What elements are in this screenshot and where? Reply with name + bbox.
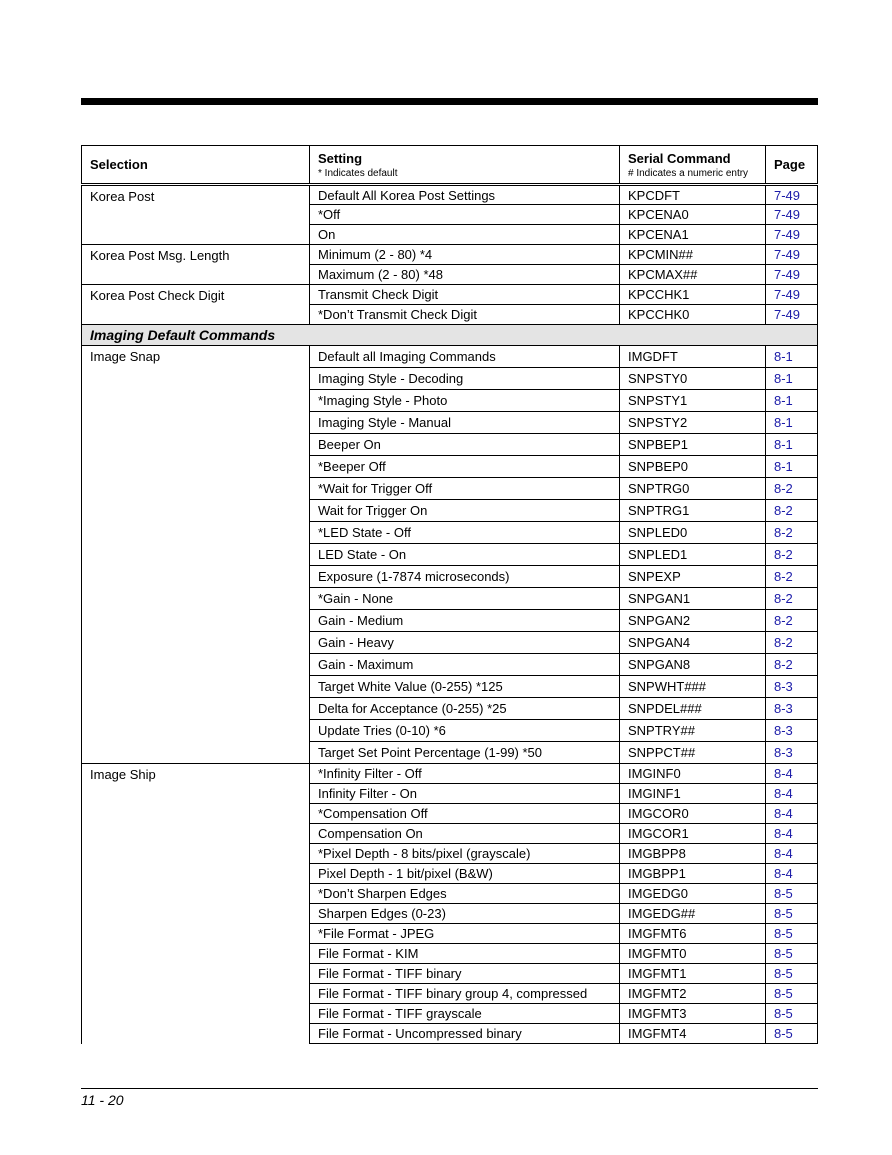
serial-command-cell: SNPSTY0 (620, 368, 766, 390)
setting-cell: Sharpen Edges (0-23) (310, 904, 620, 924)
setting-cell: *Imaging Style - Photo (310, 390, 620, 412)
serial-command-cell: SNPGAN8 (620, 654, 766, 676)
page-link[interactable]: 8-5 (766, 924, 818, 944)
serial-command-cell: SNPTRG1 (620, 500, 766, 522)
page-link[interactable]: 8-5 (766, 964, 818, 984)
page-link[interactable]: 8-2 (766, 632, 818, 654)
setting-cell: On (310, 225, 620, 245)
setting-cell: *Don’t Transmit Check Digit (310, 305, 620, 325)
table-row (82, 185, 818, 205)
page-link[interactable]: 8-1 (766, 434, 818, 456)
serial-command-cell: SNPTRY## (620, 720, 766, 742)
page-link[interactable]: 8-3 (766, 742, 818, 764)
header-selection: Selection (82, 146, 310, 185)
page-link[interactable]: 8-2 (766, 478, 818, 500)
serial-command-cell: KPCENA0 (620, 205, 766, 225)
selection-cell: Korea Post Check Digit (82, 285, 310, 325)
page-link[interactable]: 8-4 (766, 784, 818, 804)
setting-cell: Beeper On (310, 434, 620, 456)
setting-cell: Wait for Trigger On (310, 500, 620, 522)
setting-cell: *Off (310, 205, 620, 225)
serial-command-cell: SNPBEP0 (620, 456, 766, 478)
serial-command-cell: SNPWHT### (620, 676, 766, 698)
serial-command-cell: IMGEDG## (620, 904, 766, 924)
setting-cell: Default All Korea Post Settings (310, 185, 620, 205)
setting-cell: Imaging Style - Decoding (310, 368, 620, 390)
page-link[interactable]: 8-2 (766, 522, 818, 544)
serial-command-cell: SNPEXP (620, 566, 766, 588)
page-link[interactable]: 8-4 (766, 804, 818, 824)
serial-command-cell: KPCCHK0 (620, 305, 766, 325)
setting-cell: File Format - KIM (310, 944, 620, 964)
page-link[interactable]: 8-3 (766, 676, 818, 698)
page-link[interactable]: 8-3 (766, 720, 818, 742)
serial-command-cell: SNPGAN4 (620, 632, 766, 654)
setting-cell: Gain - Maximum (310, 654, 620, 676)
page-link[interactable]: 7-49 (766, 185, 818, 205)
setting-cell: Target White Value (0-255) *125 (310, 676, 620, 698)
serial-command-cell: KPCCHK1 (620, 285, 766, 305)
header-setting-note: * Indicates default (318, 167, 398, 179)
setting-cell: *Gain - None (310, 588, 620, 610)
header-rule (81, 98, 818, 105)
setting-cell: Update Tries (0-10) *6 (310, 720, 620, 742)
setting-cell: *Pixel Depth - 8 bits/pixel (grayscale) (310, 844, 620, 864)
serial-command-cell: IMGFMT4 (620, 1024, 766, 1044)
page-link[interactable]: 8-5 (766, 884, 818, 904)
serial-command-cell: IMGFMT0 (620, 944, 766, 964)
serial-command-cell: IMGFMT6 (620, 924, 766, 944)
page-link[interactable]: 7-49 (766, 305, 818, 325)
serial-command-cell: IMGEDG0 (620, 884, 766, 904)
serial-command-cell: KPCMIN## (620, 245, 766, 265)
serial-command-cell: SNPSTY2 (620, 412, 766, 434)
serial-command-cell: IMGBPP8 (620, 844, 766, 864)
selection-cell: Korea Post (82, 185, 310, 245)
header-serial-note: # Indicates a numeric entry (628, 167, 749, 179)
serial-command-cell: KPCMAX## (620, 265, 766, 285)
setting-cell: Imaging Style - Manual (310, 412, 620, 434)
serial-command-cell: IMGDFT (620, 346, 766, 368)
table-header-row (82, 146, 818, 185)
page-link[interactable]: 8-5 (766, 944, 818, 964)
setting-cell: Maximum (2 - 80) *48 (310, 265, 620, 285)
setting-cell: Minimum (2 - 80) *4 (310, 245, 620, 265)
table-row (82, 346, 818, 368)
serial-command-cell: KPCENA1 (620, 225, 766, 245)
page-link[interactable]: 8-2 (766, 610, 818, 632)
table-row (82, 285, 818, 305)
setting-cell: Exposure (1-7874 microseconds) (310, 566, 620, 588)
page-link[interactable]: 8-2 (766, 500, 818, 522)
serial-command-cell: SNPTRG0 (620, 478, 766, 500)
serial-command-cell: SNPLED0 (620, 522, 766, 544)
setting-cell: File Format - TIFF binary (310, 964, 620, 984)
serial-command-cell: SNPGAN1 (620, 588, 766, 610)
serial-command-cell: IMGFMT1 (620, 964, 766, 984)
setting-cell: File Format - TIFF grayscale (310, 1004, 620, 1024)
header-setting: Setting * Indicates default (310, 146, 620, 185)
page-link[interactable]: 8-2 (766, 588, 818, 610)
serial-command-cell: IMGFMT3 (620, 1004, 766, 1024)
selection-cell: Korea Post Msg. Length (82, 245, 310, 285)
setting-cell: *Infinity Filter - Off (310, 764, 620, 784)
serial-command-cell: SNPSTY1 (620, 390, 766, 412)
serial-command-cell: IMGCOR1 (620, 824, 766, 844)
page-link[interactable]: 8-1 (766, 412, 818, 434)
serial-command-cell: IMGINF0 (620, 764, 766, 784)
page-link[interactable]: 8-3 (766, 698, 818, 720)
setting-cell: *Compensation Off (310, 804, 620, 824)
page-link[interactable]: 8-5 (766, 1024, 818, 1044)
page-link[interactable]: 8-4 (766, 844, 818, 864)
page-number: 11 - 20 (81, 1092, 124, 1108)
setting-cell: Default all Imaging Commands (310, 346, 620, 368)
header-serial-command: Serial Command # Indicates a numeric entry (620, 146, 766, 185)
setting-cell: Gain - Medium (310, 610, 620, 632)
setting-cell: Infinity Filter - On (310, 784, 620, 804)
page-link[interactable]: 7-49 (766, 265, 818, 285)
page-link[interactable]: 7-49 (766, 245, 818, 265)
page-link[interactable]: 8-4 (766, 824, 818, 844)
page-link[interactable]: 8-1 (766, 456, 818, 478)
page-link[interactable]: 8-4 (766, 764, 818, 784)
selection-cell: Image Snap (82, 346, 310, 764)
setting-cell: *Don’t Sharpen Edges (310, 884, 620, 904)
setting-cell: LED State - On (310, 544, 620, 566)
setting-cell: Compensation On (310, 824, 620, 844)
page-link[interactable]: 7-49 (766, 205, 818, 225)
serial-command-cell: IMGINF1 (620, 784, 766, 804)
commands-table (81, 145, 818, 1044)
page-link[interactable]: 7-49 (766, 285, 818, 305)
setting-cell: Delta for Acceptance (0-255) *25 (310, 698, 620, 720)
serial-command-cell: SNPGAN2 (620, 610, 766, 632)
footer-rule (81, 1088, 818, 1089)
serial-command-cell: SNPPCT## (620, 742, 766, 764)
page-link[interactable]: 7-49 (766, 225, 818, 245)
setting-cell: File Format - TIFF binary group 4, compressed (310, 984, 620, 1004)
serial-command-cell: IMGFMT2 (620, 984, 766, 1004)
page-link[interactable]: 8-5 (766, 1004, 818, 1024)
serial-command-cell: IMGBPP1 (620, 864, 766, 884)
serial-command-cell: IMGCOR0 (620, 804, 766, 824)
table-row (82, 245, 818, 265)
page-link[interactable]: 8-5 (766, 904, 818, 924)
setting-cell: *LED State - Off (310, 522, 620, 544)
setting-cell: Target Set Point Percentage (1-99) *50 (310, 742, 620, 764)
table-row (82, 764, 818, 784)
setting-cell: *Beeper Off (310, 456, 620, 478)
selection-cell: Image Ship (82, 764, 310, 1044)
section-title: Imaging Default Commands (82, 325, 818, 346)
page-link[interactable]: 8-2 (766, 654, 818, 676)
setting-cell: *Wait for Trigger Off (310, 478, 620, 500)
setting-cell: Pixel Depth - 1 bit/pixel (B&W) (310, 864, 620, 884)
page-link[interactable]: 8-2 (766, 544, 818, 566)
setting-cell: Transmit Check Digit (310, 285, 620, 305)
header-page: Page (766, 146, 818, 185)
page-link[interactable]: 8-4 (766, 864, 818, 884)
page-link[interactable]: 8-1 (766, 368, 818, 390)
page-link[interactable]: 8-5 (766, 984, 818, 1004)
serial-command-cell: SNPDEL### (620, 698, 766, 720)
section-row (82, 325, 818, 346)
page-link[interactable]: 8-1 (766, 390, 818, 412)
setting-cell: Gain - Heavy (310, 632, 620, 654)
serial-command-cell: KPCDFT (620, 185, 766, 205)
page-link[interactable]: 8-1 (766, 346, 818, 368)
serial-command-cell: SNPBEP1 (620, 434, 766, 456)
setting-cell: File Format - Uncompressed binary (310, 1024, 620, 1044)
setting-cell: *File Format - JPEG (310, 924, 620, 944)
page-link[interactable]: 8-2 (766, 566, 818, 588)
serial-command-cell: SNPLED1 (620, 544, 766, 566)
